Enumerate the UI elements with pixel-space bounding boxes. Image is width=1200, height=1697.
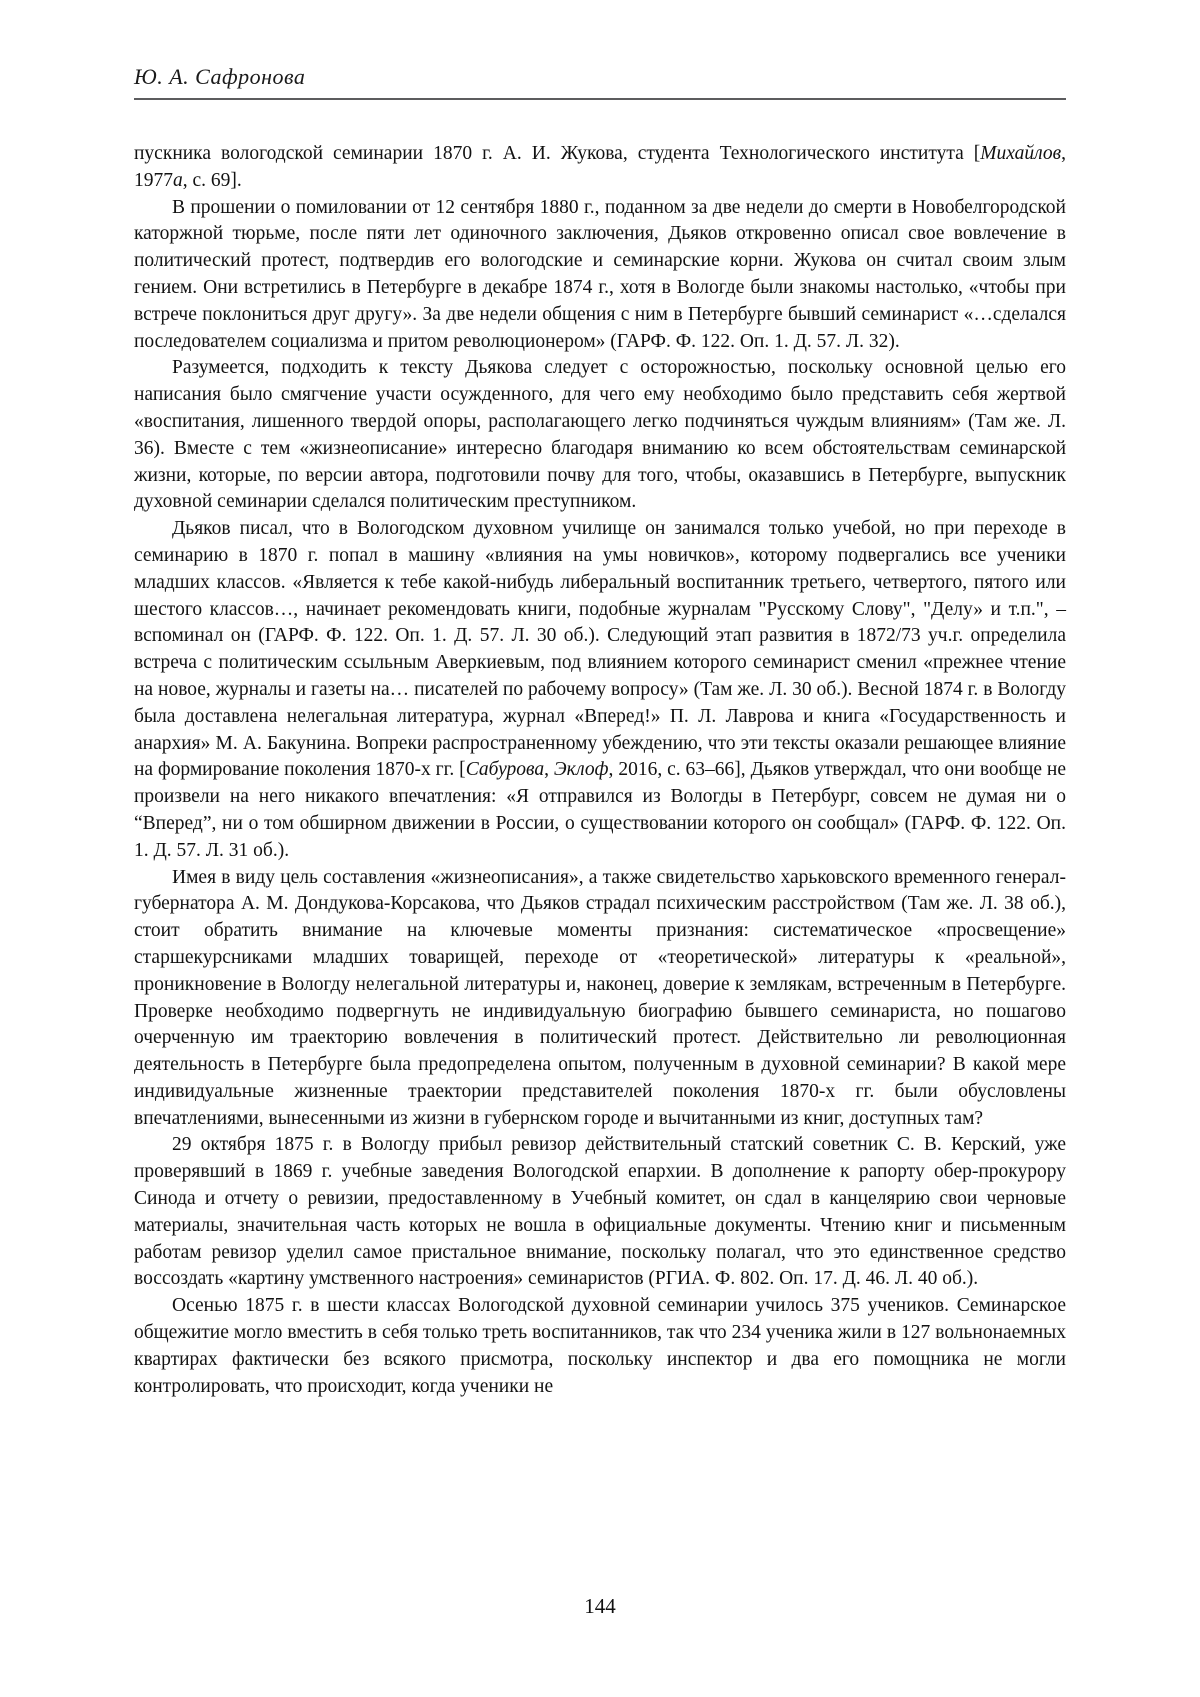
paragraph: Разумеется, подходить к тексту Дьякова следует с осторожностью, поскольку основной целью его написания было смягчение участи осужденного, для чего ему необходимо было представить себя жертвой «воспитания, лишенного твердой опоры, располагающего легко подчиняться чуждым влияниям» (Там же. Л. 36). Вместе с тем «жизнеописание» интересно благодаря вниманию ко всем обстоятельствам семинарской жизни, которые, по версии автора, подготовили почву для того, чтобы, оказавшись в Петербурге, выпускник духовной семинарии сделался политическим преступником. bbox=[134, 357, 1066, 513]
paragraph: пускника вологодской семинарии 1870 г. А. И. Жукова, студента Технологического института [Михайлов, 1977а, с. 69]. bbox=[134, 143, 1066, 191]
paragraph: Имея в виду цель составления «жизнеописания», а также свидетельство харьковского временного генерал-губернатора А. М. Дондукова-Корсакова, что Дьяков страдал психическим расстройством (Там же. Л. 38 об.), стоит обратить внимание на ключевые моменты признания: систематическое «просвещение» старшекурсниками младших товарищей, переходе от «теоретической» литературы к «реальной», проникновение в Вологду нелегальной литературы и, наконец, доверие к землякам, встреченным в Петербурге. Проверке необходимо подвергнуть не индивидуальную биографию бывшего семинариста, но пошагово очерченную им траекторию вовлечения в политический протест. Действительно ли революционная деятельность в Петербурге была предопределена опытом, полученным в духовной семинарии? В какой мере индивидуальные жизненные траектории представителей поколения 1870-х гг. были обусловлены впечатлениями, вынесенными из жизни в губернском городе и вычитанными из книг, доступных там? bbox=[134, 866, 1066, 1129]
page-number: 144 bbox=[584, 1594, 616, 1618]
paragraph: 29 октября 1875 г. в Вологду прибыл ревизор действительный статский советник С. В. Керский, уже проверявший в 1869 г. учебные заведения Вологодской епархии. В дополнение к рапорту обер-прокурору Синода и отчету о ревизии, предоставленному в Учебный комитет, он сдал в канцелярию свои черновые материалы, значительная часть которых не вошла в официальные документы. Чтению книг и письменным работам ревизор уделил самое пристальное внимание, поскольку полагал, что это единственное средство воссоздать «картину умственного настроения» семинаристов (РГИА. Ф. 802. Оп. 17. Д. 46. Л. 40 об.). bbox=[134, 1134, 1066, 1290]
header-rule bbox=[134, 98, 1066, 100]
paragraph: Дьяков писал, что в Вологодском духовном училище он занимался только учебой, но при переходе в семинарию в 1870 г. попал в машину «влияния на умы новичков», которому подвергались все ученики младших классов. «Является к тебе какой-нибудь либеральный воспитанник третьего, четвертого, пятого или шестого классов…, начинает рекомендовать книги, подобные журналам "Русскому Слову", "Делу» и т.п.", – вспоминал он (ГАРФ. Ф. 122. Оп. 1. Д. 57. Л. 30 об.). Следующий этап развития в 1872/73 уч.г. определила встреча с политическим ссыльным Аверкиевым, под влиянием которого семинарист сменил «прежнее чтение на новое, журналы и газеты на… писателей по рабочему вопросу» (Там же. Л. 30 об.). Весной 1874 г. в Вологду была доставлена нелегальная литература, журнал «Вперед!» П. Л. Лаврова и книга «Государственность и анархия» М. А. Бакунина. Вопреки распространенному убеждению, что эти тексты оказали решающее влияние на формирование поколения 1870-х гг. [Сабурова, Эклоф, 2016, с. 63–66], Дьяков утверждал, что они вообще не произвели на него никакого впечатления: «Я отправился из Вологды в Петербург, совсем не думая ни о “Вперед”, ни о том обширном движении в России, о существовании которого он сообщал» (ГАРФ. Ф. 122. Оп. 1. Д. 57. Л. 31 об.). bbox=[134, 518, 1067, 861]
page-header-author: Ю. А. Сафронова bbox=[134, 64, 306, 89]
paragraph: Осенью 1875 г. в шести классах Вологодской духовной семинарии училось 375 учеников. Семинарское общежитие могло вместить в себя только треть воспитанников, так что 234 ученика жили в 127 вольнонаемных квартирах фактически без всякого присмотра, поскольку инспектор и два его помощника не могли контролировать, что происходит, когда ученики не bbox=[134, 1295, 1066, 1397]
article-body bbox=[134, 141, 1066, 1400]
paragraph: В прошении о помиловании от 12 сентября 1880 г., поданном за две недели до смерти в Новобелгородской каторжной тюрьме, после пяти лет одиночного заключения, Дьяков откровенно описал свое вовлечение в политический протест, подтвердив его вологодские и семинарские корни. Жукова он считал своим злым гением. Они встретились в Петербурге в декабре 1874 г., хотя в Вологде были знакомы настолько, «чтобы при встрече поклониться друг другу». За две недели общения с ним в Петербурге бывший семинарист «…сделался последователем социализма и притом революционером» (ГАРФ. Ф. 122. Оп. 1. Д. 57. Л. 32). bbox=[134, 196, 1066, 352]
